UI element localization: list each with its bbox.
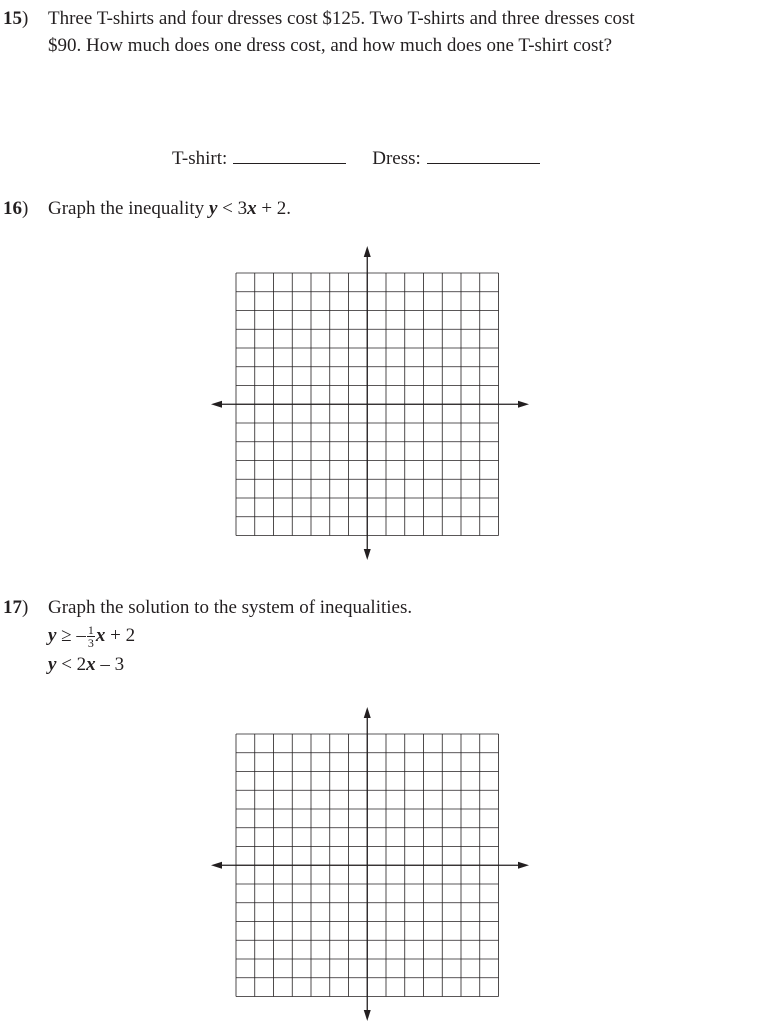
question-number-value: 15 [3,8,22,29]
relation: < 3 [217,198,248,219]
rest: – 3 [95,654,125,675]
question-text [48,195,291,222]
inequality-1 [48,624,135,649]
relation: ≥ – [56,624,86,646]
x-axis-left-arrow [211,862,222,869]
coordinate-grid-17[interactable] [205,703,535,1024]
question-number [3,195,28,222]
denominator: 3 [87,636,94,650]
answer-blanks [172,145,540,172]
suffix: + 2. [256,198,292,219]
var-y: y [48,654,57,675]
question-number [3,5,28,32]
coordinate-grid-16[interactable] [205,242,535,564]
dress-answer-blank[interactable] [427,145,540,164]
question-text-line-1: Three T-shirts and four dresses cost $125. Two T-shirts and three dresses cost [48,8,635,29]
prefix: Graph the inequality [48,198,209,219]
paren: ) [22,597,29,618]
question-number [3,594,28,621]
var-y: y [208,198,218,219]
x-axis-left-arrow [211,401,222,408]
y-axis-up-arrow [364,246,371,257]
question-number-value: 17 [3,597,22,618]
paren: ) [22,8,29,29]
dress-label: Dress: [372,148,421,169]
var-y: y [48,624,57,646]
var-x: x [86,654,96,675]
inequality-2 [48,654,124,676]
tshirt-label: T-shirt: [172,148,228,169]
numerator: 1 [87,623,94,637]
relation: < 2 [56,654,87,675]
question-text: Graph the solution to the system of inequalities. [48,597,413,618]
var-x: x [95,624,106,646]
question-text [48,5,763,59]
question-text-line-2: $90. How much does one dress cost, and how much does one T-shirt cost? [48,35,613,56]
y-axis-down-arrow [364,549,371,560]
tshirt-answer-blank[interactable] [233,145,346,164]
x-axis-right-arrow [518,401,529,408]
paren: ) [22,198,29,219]
y-axis-up-arrow [364,707,371,718]
rest: + 2 [105,624,136,646]
var-x: x [247,198,257,219]
y-axis-down-arrow [364,1010,371,1021]
question-number-value: 16 [3,198,22,219]
x-axis-right-arrow [518,862,529,869]
fraction-one-third [87,624,95,649]
